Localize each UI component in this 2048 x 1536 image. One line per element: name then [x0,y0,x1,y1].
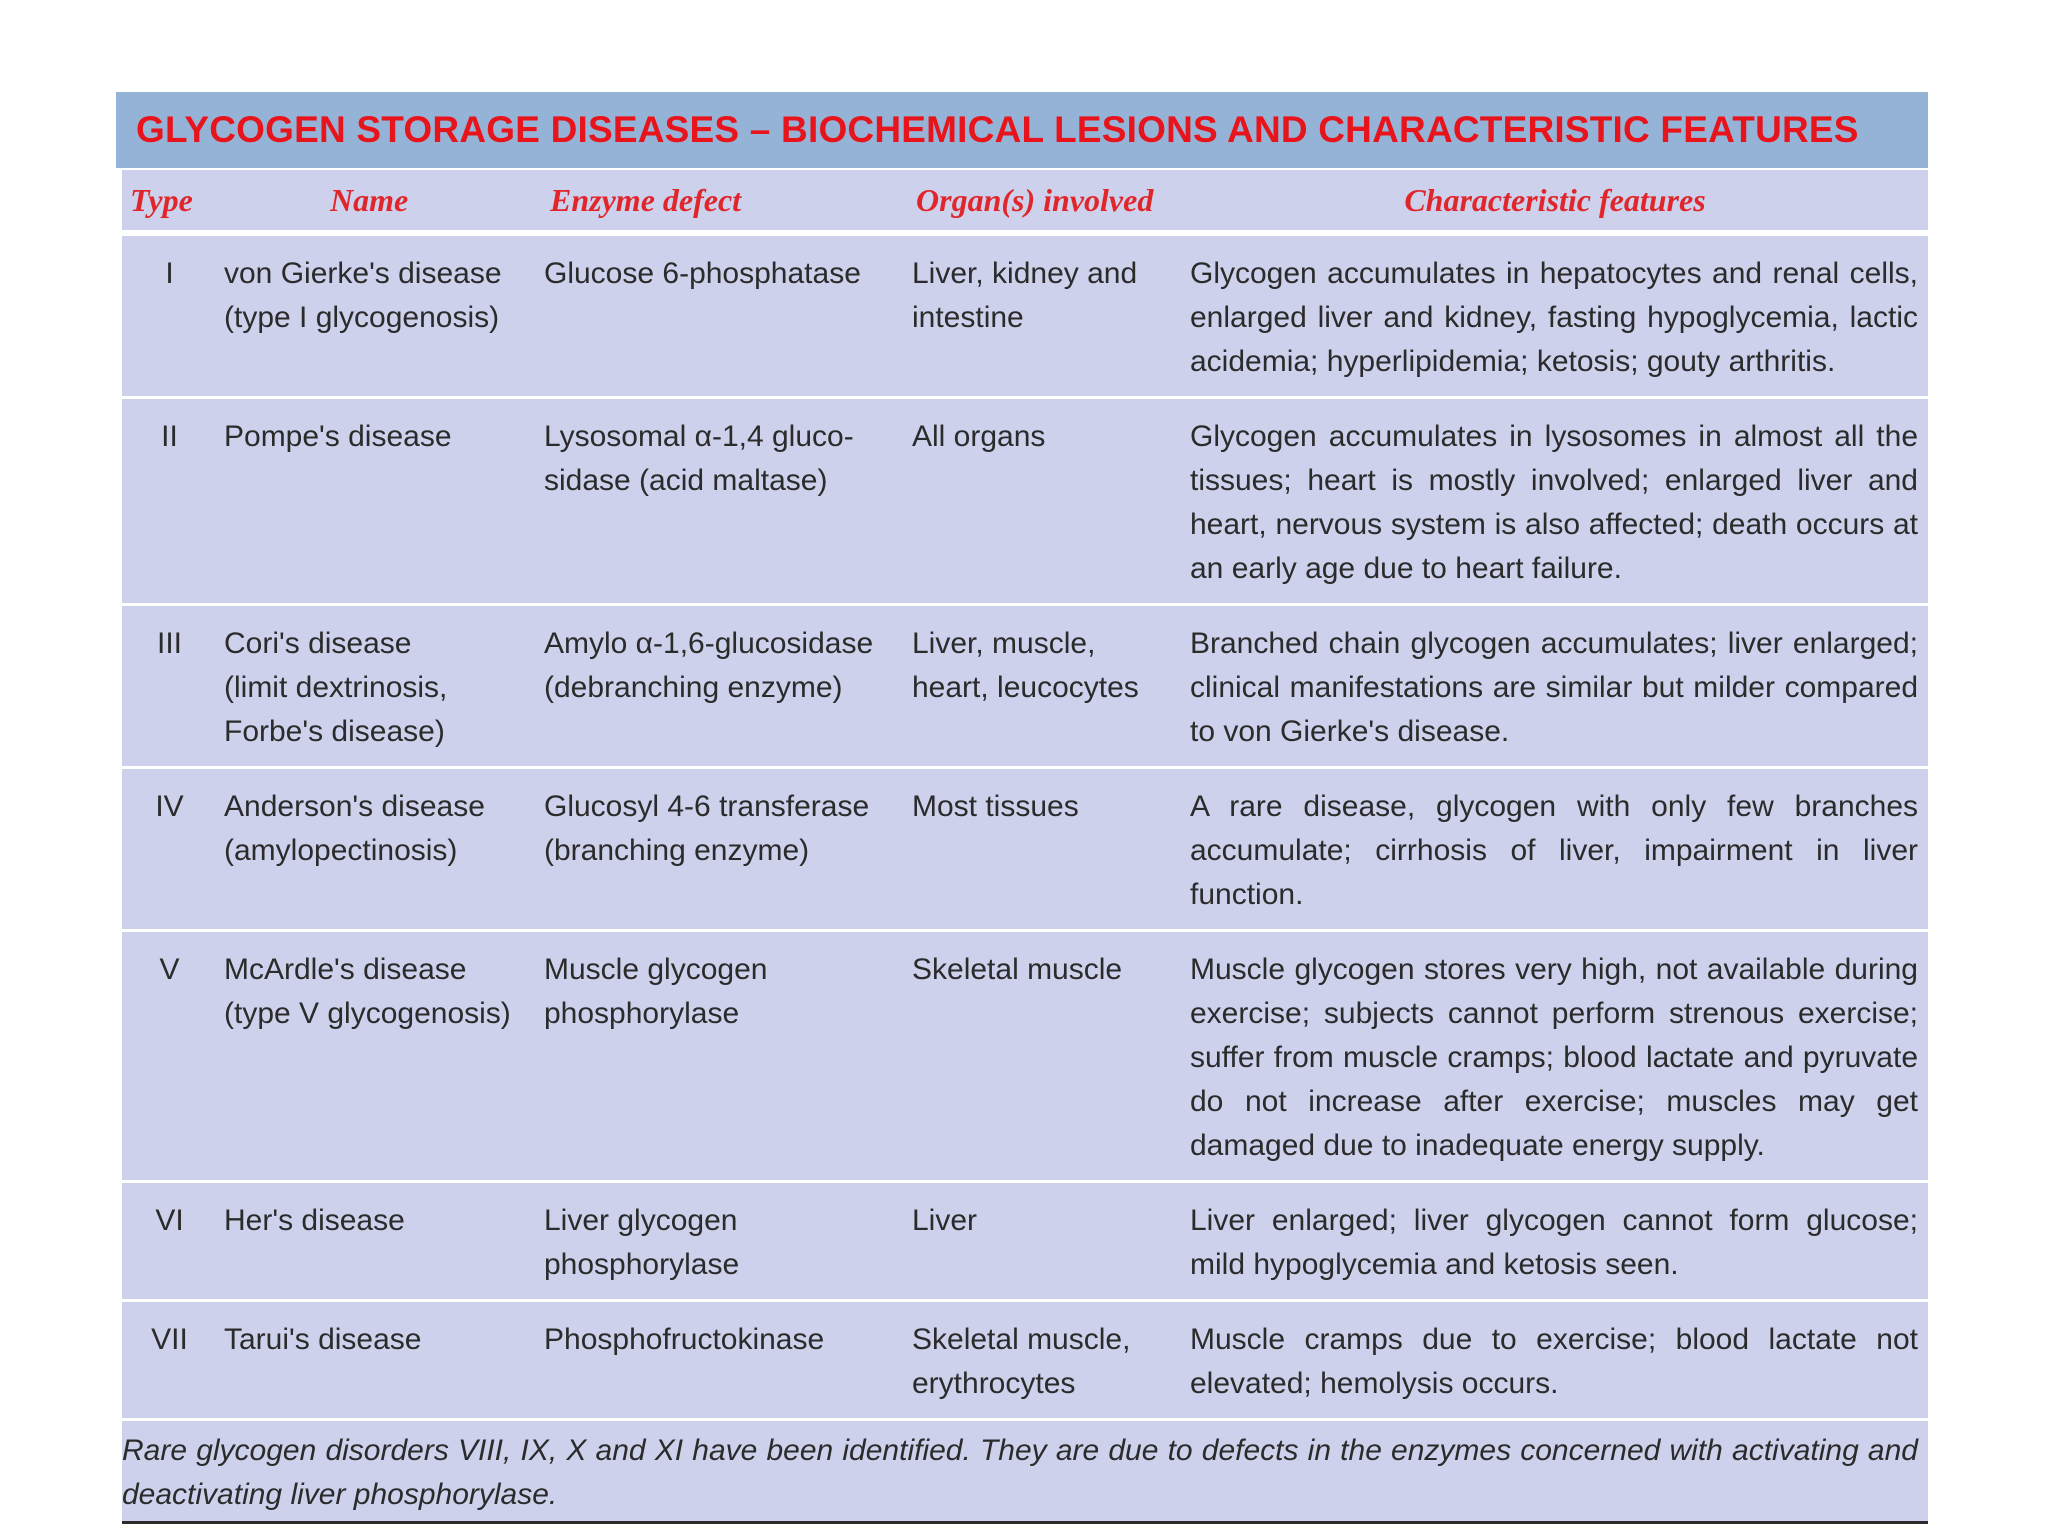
title-bar [116,92,1928,168]
organ-line: intestine [912,301,1024,334]
name-line: (amylopectinosis) [224,834,458,867]
table-body [122,233,1928,1420]
footnote: Rare glycogen disorders VIII, IX, X and XI have been identified. They are due to defects in the enzymes concerned with activating and deactivating liver phosphorylase. [122,1420,1928,1523]
cell-type: III [122,605,218,768]
enzyme-line: Muscle glycogen [544,953,768,986]
cell-characteristic-features: A rare disease, glycogen with only few branches accumulate; cirrhosis of liver, impairment in liver function. [1182,768,1928,931]
cell-organs-involved [906,768,1182,931]
enzyme-line: Amylo α-1,6-glucosidase [544,627,874,660]
disease-table [122,170,1928,1524]
enzyme-line: Glucosyl 4-6 transferase [544,790,870,823]
cell-type: VI [122,1182,218,1301]
cell-enzyme-defect [538,768,906,931]
cell-characteristic-features: Liver enlarged; liver glycogen cannot form glucose; mild hypoglycemia and ketosis seen. [1182,1182,1928,1301]
slide-title: GLYCOGEN STORAGE DISEASES – BIOCHEMICAL LESIONS AND CHARACTERISTIC FEATURES [136,109,1859,150]
organ-line: All organs [912,420,1046,453]
cell-enzyme-defect [538,1301,906,1420]
table-row [122,931,1928,1182]
cell-enzyme-defect [538,605,906,768]
name-line: McArdle's disease [224,953,467,986]
enzyme-line: Phosphofructokinase [544,1323,825,1356]
enzyme-line: sidase (acid maltase) [544,464,828,497]
table-row [122,605,1928,768]
organ-line: erythrocytes [912,1367,1076,1400]
cell-organs-involved [906,1182,1182,1301]
cell-organs-involved [906,605,1182,768]
cell-name [218,1182,538,1301]
enzyme-line: Lysosomal α-1,4 gluco- [544,420,854,453]
cell-organs-involved [906,233,1182,398]
cell-name [218,1301,538,1420]
name-line: (limit dextrinosis, [224,671,448,704]
enzyme-line: (debranching enzyme) [544,671,843,704]
name-line: Tarui's disease [224,1323,422,1356]
table-row [122,768,1928,931]
organ-line: Most tissues [912,790,1079,823]
header-characteristic-features: Characteristic features [1182,170,1928,233]
cell-enzyme-defect [538,398,906,605]
organ-line: Liver, kidney and [912,257,1138,290]
header-type: Type [122,170,218,233]
cell-name [218,768,538,931]
organ-line: Liver, muscle, [912,627,1096,660]
table-row [122,1301,1928,1420]
cell-organs-involved [906,931,1182,1182]
table-row [122,233,1928,398]
cell-name [218,233,538,398]
header-organs-involved: Organ(s) involved [906,170,1182,233]
name-line: (type I glycogenosis) [224,301,500,334]
cell-enzyme-defect [538,1182,906,1301]
cell-name [218,931,538,1182]
cell-type: VII [122,1301,218,1420]
name-line: Her's disease [224,1204,405,1237]
name-line: (type V glycogenosis) [224,997,511,1030]
cell-characteristic-features: Muscle glycogen stores very high, not available during exercise; subjects cannot perform strenous exercise; suffer from muscle cramps; blood lactate and pyruvate do not increase after exercise; muscles may get damaged due to inadequate energy supply. [1182,931,1928,1182]
cell-characteristic-features: Glycogen accumulates in hepatocytes and renal cells, enlarged liver and kidney, fasting hypoglycemia, lactic acidemia; hyperlipidemia; ketosis; gouty arthritis. [1182,233,1928,398]
cell-type: II [122,398,218,605]
header-name: Name [218,170,538,233]
table-header-row [122,170,1928,233]
enzyme-line: phosphorylase [544,1248,740,1281]
enzyme-line: (branching enzyme) [544,834,810,867]
cell-name [218,605,538,768]
cell-name [218,398,538,605]
name-line: von Gierke's disease [224,257,502,290]
name-line: Cori's disease [224,627,412,660]
enzyme-line: Glucose 6-phosphatase [544,257,861,290]
table-row [122,1182,1928,1301]
enzyme-line: phosphorylase [544,997,740,1030]
cell-organs-involved [906,1301,1182,1420]
header-enzyme-defect: Enzyme defect [538,170,906,233]
organ-line: Liver [912,1204,978,1237]
cell-characteristic-features: Muscle cramps due to exercise; blood lactate not elevated; hemolysis occurs. [1182,1301,1928,1420]
cell-enzyme-defect [538,233,906,398]
cell-type: V [122,931,218,1182]
cell-organs-involved [906,398,1182,605]
name-line: Anderson's disease [224,790,485,823]
organ-line: heart, leucocytes [912,671,1139,704]
footnote-row [122,1420,1928,1523]
cell-enzyme-defect [538,931,906,1182]
cell-type: I [122,233,218,398]
enzyme-line: Liver glycogen [544,1204,738,1237]
cell-characteristic-features: Branched chain glycogen accumulates; liver enlarged; clinical manifestations are similar but milder compared to von Gierke's disease. [1182,605,1928,768]
table-row [122,398,1928,605]
disease-table-container [122,170,1928,1524]
cell-type: IV [122,768,218,931]
name-line: Pompe's disease [224,420,452,453]
organ-line: Skeletal muscle, [912,1323,1131,1356]
name-line: Forbe's disease) [224,715,445,748]
cell-characteristic-features: Glycogen accumulates in lysosomes in almost all the tissues; heart is mostly involved; enlarged liver and heart, nervous system is also affected; death occurs at an early age due to heart failure. [1182,398,1928,605]
organ-line: Skeletal muscle [912,953,1123,986]
